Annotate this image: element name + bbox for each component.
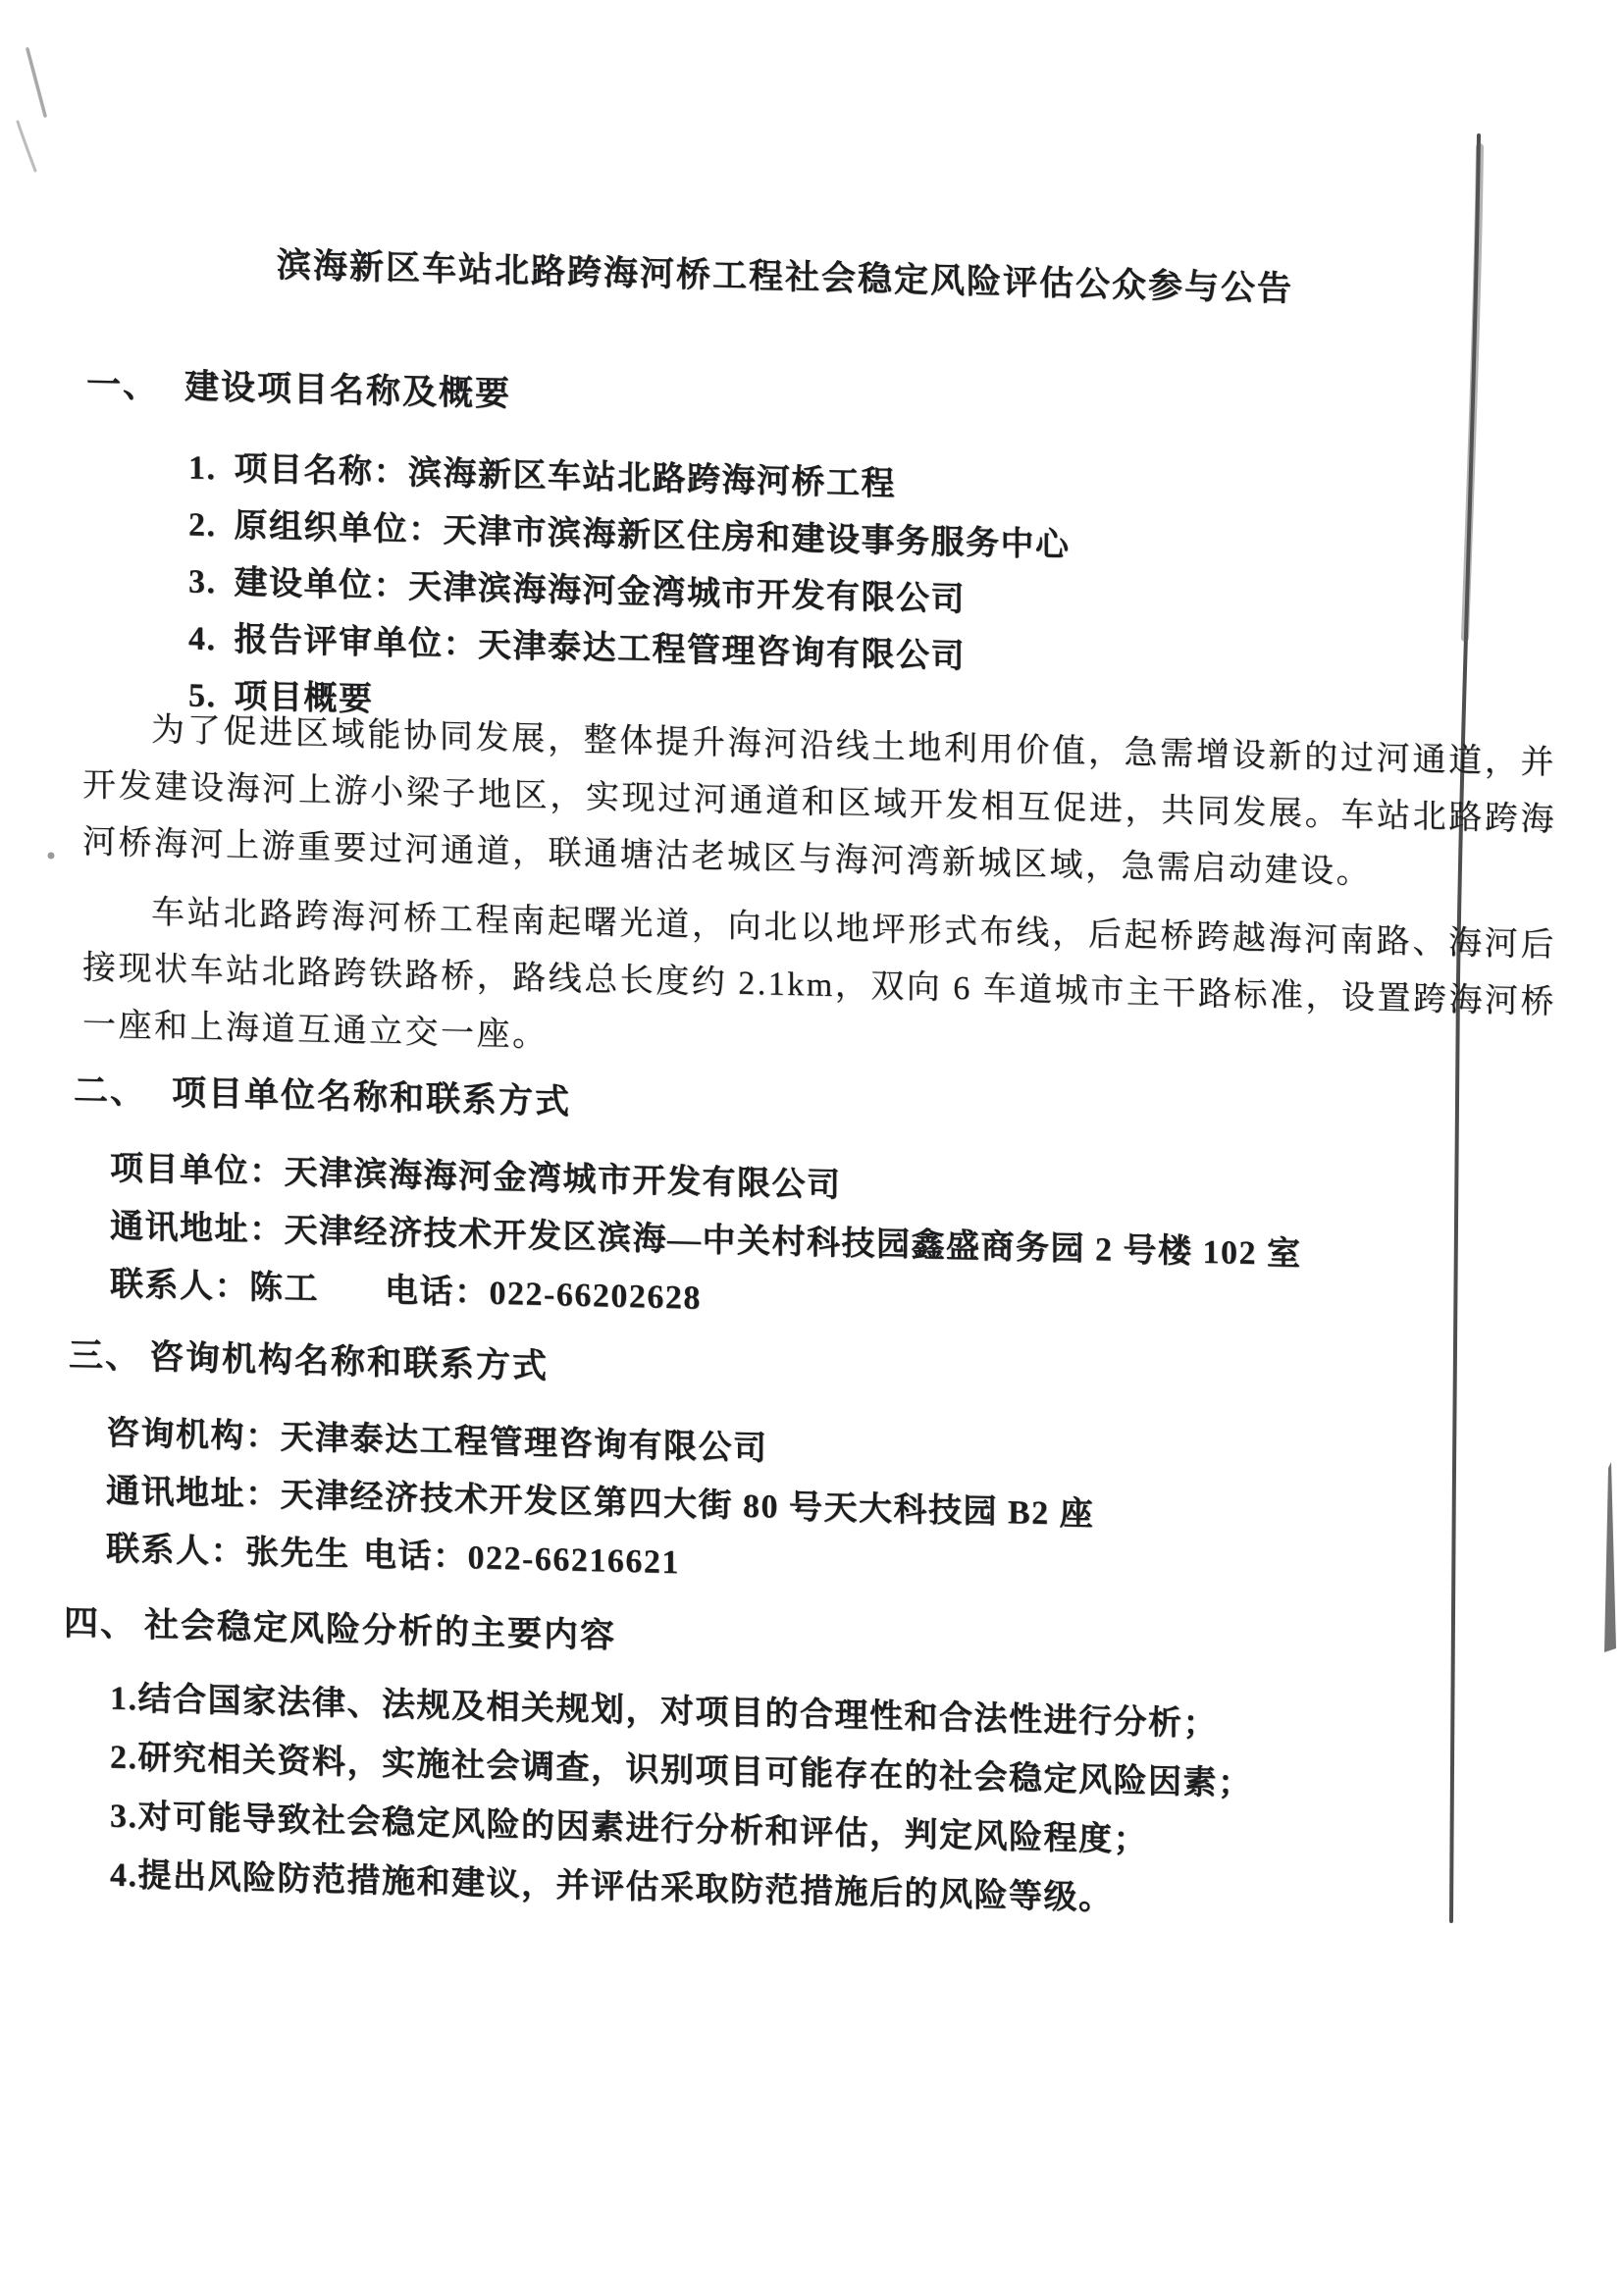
analysis-item: 2.研究相关资料，实施社会调查，识别项目可能存在的社会稳定风险因素；: [110, 1739, 1253, 1803]
field-row: [106, 1406, 768, 1470]
section1-heading-text: 建设项目名称及概要: [184, 367, 512, 414]
section4-heading: [64, 1596, 616, 1658]
field-row: [110, 1141, 842, 1207]
field-value: 天津经济技术开发区第四大街 80 号天大科技园 B2 座: [280, 1477, 1095, 1534]
section1-heading: [86, 357, 511, 416]
field-label: 咨询机构：: [106, 1415, 281, 1456]
item-number: 5.: [188, 677, 217, 715]
item-text: 项目名称：滨海新区车站北路跨海河桥工程: [234, 450, 896, 503]
project-overview-paragraph-1: 为了促进区域能协同发展，整体提升海河沿线土地利用价值，急需增设新的过河通道，并开发建设海河上游小梁子地区，实现过河通道和区域开发相互促进，共同发展。车站北路跨海河桥海河上游重要过河通道，联通塘沽老城区与海河湾新城区域，急需启动建设。: [82, 711, 1556, 891]
field-value: 天津经济技术开发区滨海—中关村科技园鑫盛商务园 2 号楼 102 室: [284, 1212, 1302, 1274]
field-label: 通讯地址：: [110, 1208, 285, 1249]
analysis-item: 1.结合国家法律、法规及相关规划，对项目的合理性和合法性进行分析；: [110, 1680, 1218, 1744]
item-text: 建设单位：天津滨海海河金湾城市开发有限公司: [234, 564, 966, 619]
analysis-item: 4.提出风险防范措施和建议，并评估采取防范措施后的风险等级。: [110, 1856, 1114, 1917]
contact-phone-label: 电话：: [385, 1273, 490, 1312]
section2-number: 二、: [74, 1070, 147, 1112]
list-item: [188, 554, 966, 621]
page-title: 滨海新区车站北路跨海河桥工程社会稳定风险评估公众参与公告: [276, 245, 1293, 309]
item-number: 3.: [188, 563, 217, 601]
section4-number: 四、: [64, 1603, 137, 1644]
contact-person-label: 联系人：: [110, 1266, 249, 1306]
contact-phone: 022-66202628: [489, 1275, 702, 1317]
contact-person: 陈工: [249, 1269, 319, 1308]
item-number: 2.: [188, 506, 217, 545]
item-number: 1.: [188, 449, 217, 488]
item-text: 项目概要: [234, 678, 374, 718]
section2-heading-text: 项目单位名称和联系方式: [172, 1073, 572, 1122]
list-item: [188, 611, 966, 678]
item-number: 4.: [188, 620, 217, 658]
analysis-item: 3.对可能导致社会稳定风险的因素进行分析和评估，判定风险程度；: [110, 1798, 1148, 1859]
section2-heading: [74, 1064, 571, 1124]
section3-heading: [69, 1329, 549, 1389]
field-label: 项目单位：: [110, 1150, 285, 1191]
contact-phone: 022-66216621: [467, 1539, 680, 1582]
section3-heading-text: 咨询机构名称和联系方式: [149, 1337, 550, 1386]
list-item: [188, 441, 896, 505]
section3-number: 三、: [69, 1335, 142, 1377]
item-text: 原组织单位：天津市滨海新区住房和建设事务服务中心: [234, 507, 1071, 564]
item-text: 报告评审单位：天津泰达工程管理咨询有限公司: [234, 621, 966, 676]
project-overview-paragraph-2: 车站北路跨海河桥工程南起曙光道，向北以地坪形式布线，后起桥跨越海河南路、海河后接现状车站北路跨铁路桥，路线总长度约 2.1km，双向 6 车道城市主干路标准，设置跨海河桥一座和上海道互通立交一座。: [82, 894, 1556, 1055]
field-label: 通讯地址：: [106, 1473, 281, 1514]
contact-phone-group: [363, 1528, 680, 1584]
section4-heading-text: 社会稳定风险分析的主要内容: [144, 1605, 617, 1655]
field-value: 天津滨海海河金湾城市开发有限公司: [284, 1154, 842, 1205]
contact-person: 张先生: [245, 1534, 350, 1574]
section1-number: 一、: [86, 365, 160, 405]
field-value: 天津泰达工程管理咨询有限公司: [280, 1419, 768, 1468]
list-item: [188, 497, 1071, 566]
contact-row: [106, 1522, 1283, 1598]
contact-phone-group: [385, 1263, 702, 1319]
contact-person-label: 联系人：: [106, 1531, 245, 1571]
contact-phone-label: 电话：: [363, 1537, 468, 1577]
